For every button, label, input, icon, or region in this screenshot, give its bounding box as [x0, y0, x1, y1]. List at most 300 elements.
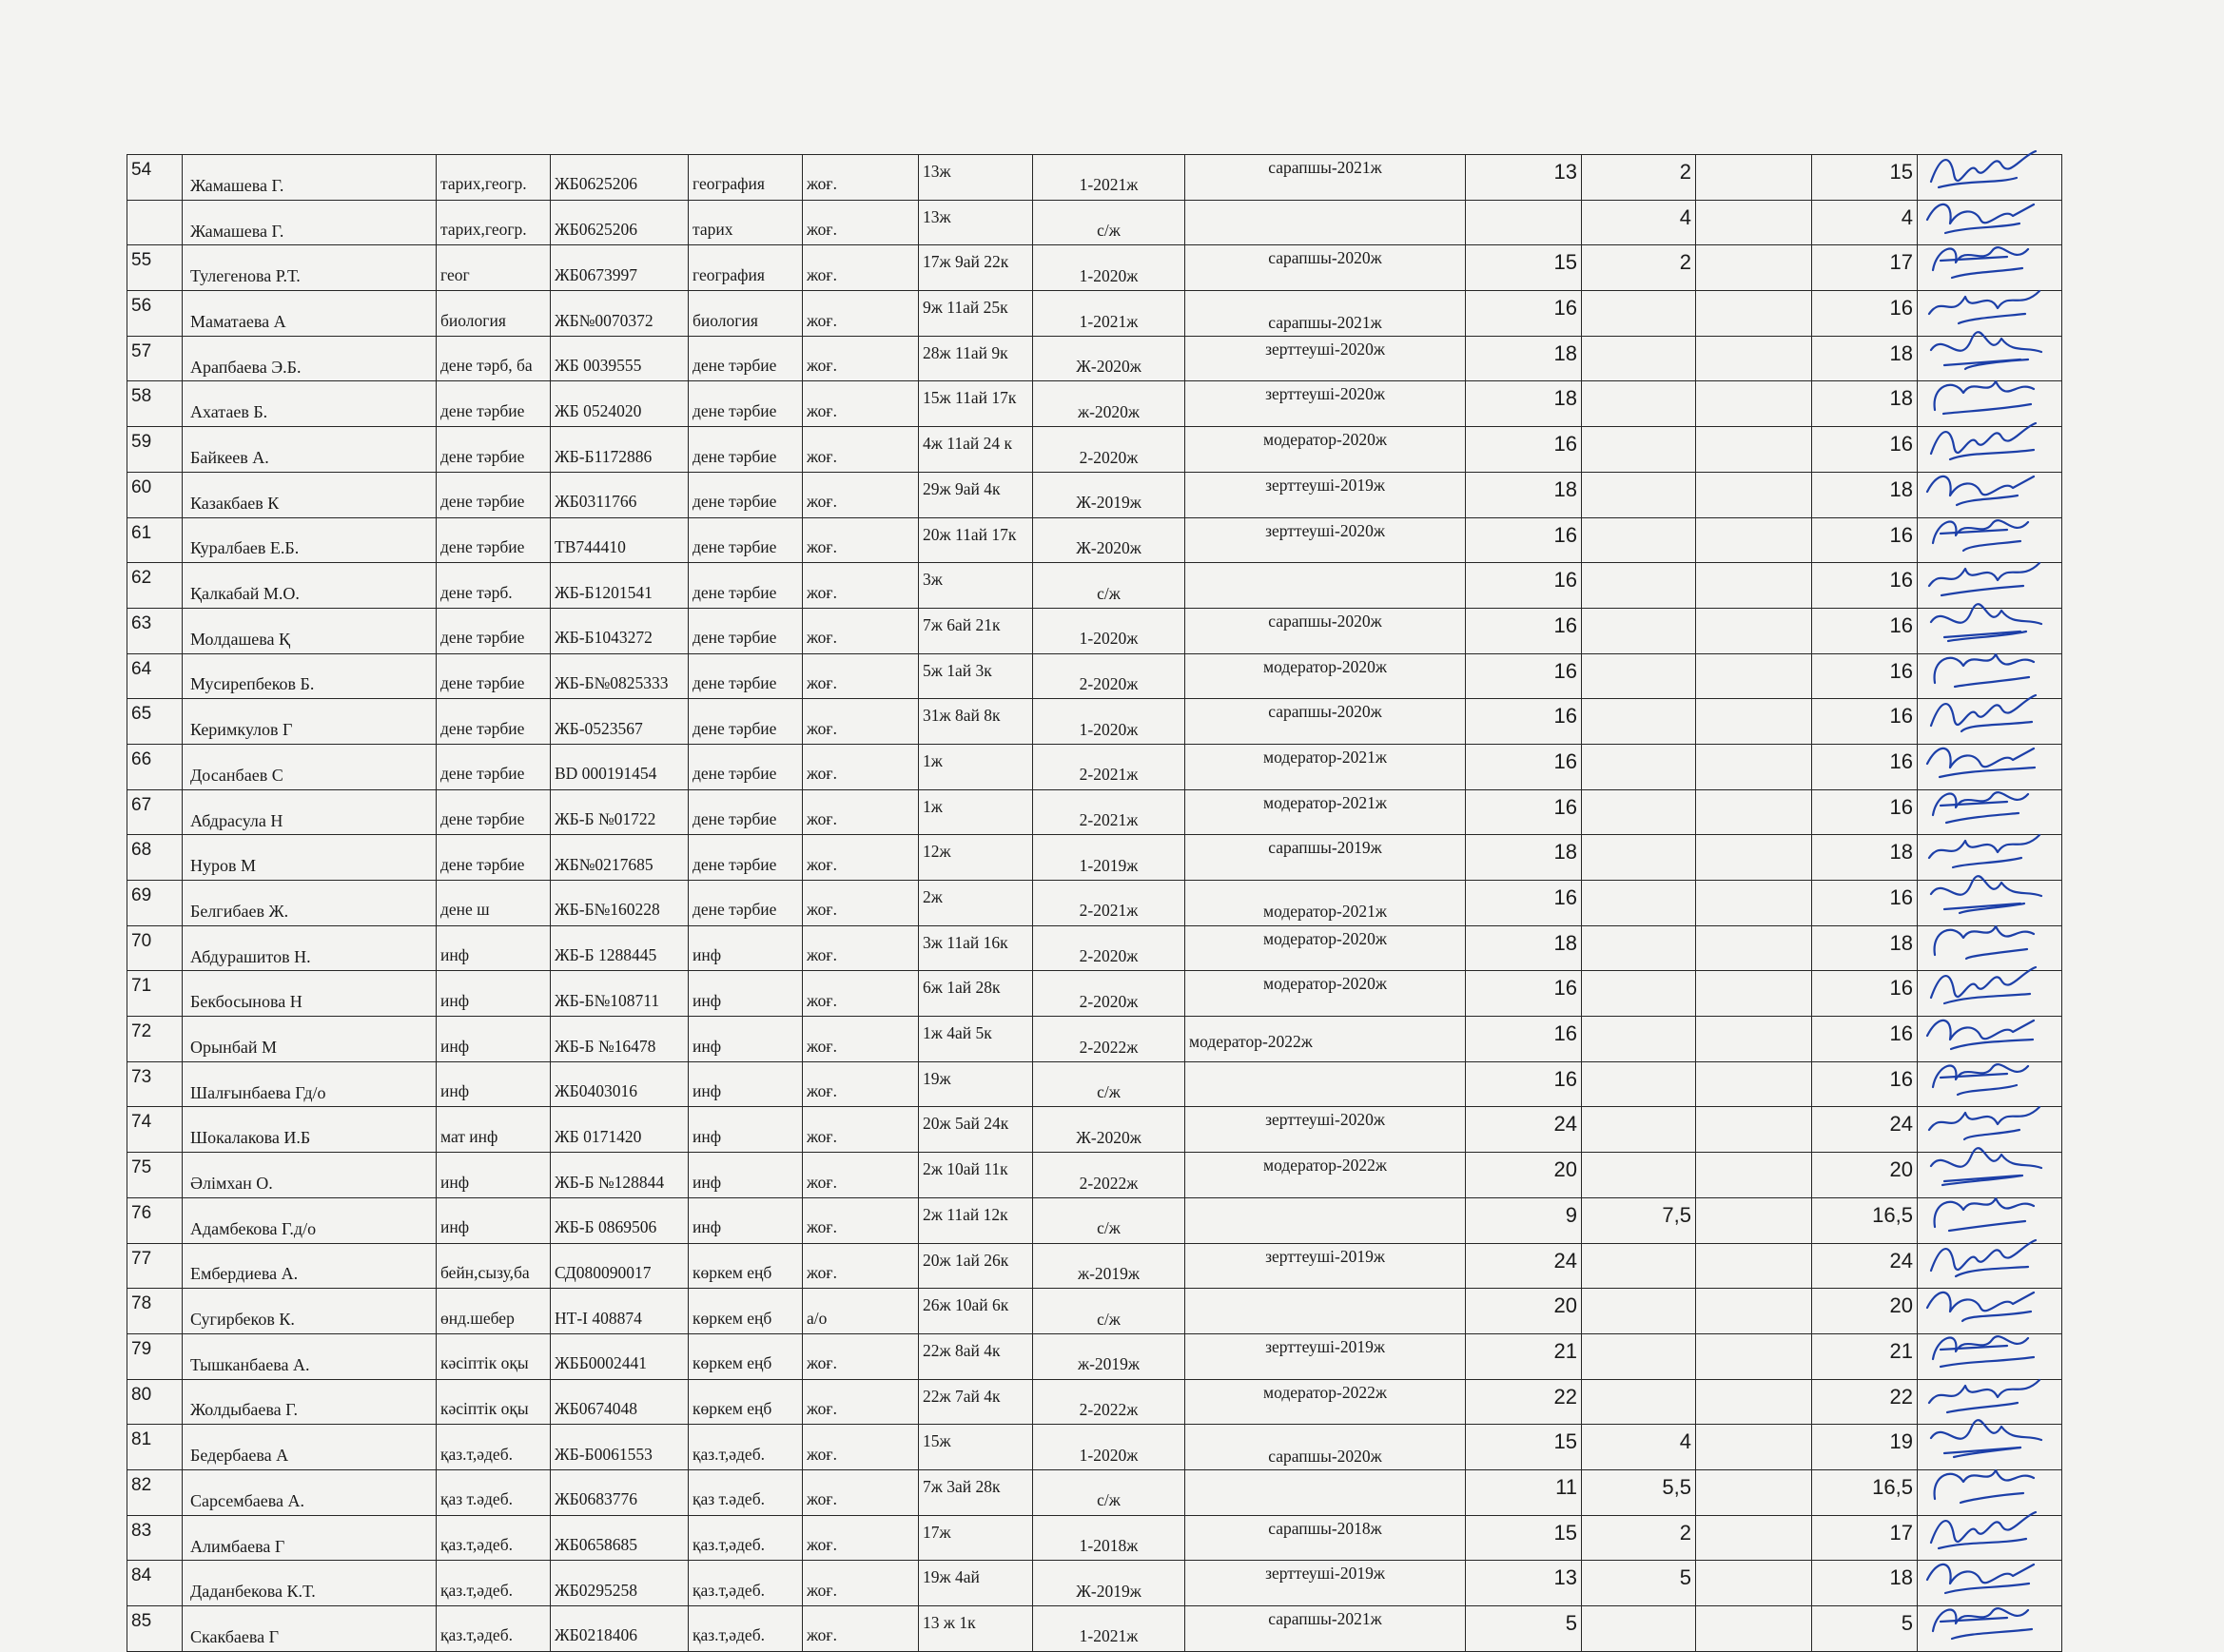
row-number: 77 — [127, 1243, 183, 1289]
category: с/ж — [1033, 1469, 1185, 1515]
education-level: жоғ. — [803, 517, 919, 563]
table-row — [127, 1107, 2062, 1153]
subject: дене тәрбие — [689, 789, 803, 835]
hours-total: 4 — [1812, 200, 1918, 245]
category: 2-2021ж — [1033, 881, 1185, 926]
signature-underline — [1944, 994, 2030, 1003]
specialty: дене тәрбие — [437, 517, 551, 563]
hours-total: 24 — [1812, 1107, 1918, 1153]
table-row — [127, 1379, 2062, 1425]
hours-total: 16 — [1812, 563, 1918, 609]
qualification: сарапшы-2018ж — [1185, 1515, 1466, 1561]
specialty: мат инф — [437, 1107, 551, 1153]
diploma-number: ЖБ0218406 — [551, 1606, 689, 1652]
category: Ж-2020ж — [1033, 336, 1185, 381]
subject: дене тәрбие — [689, 427, 803, 473]
table-body — [127, 155, 2062, 1652]
experience: 17ж 9ай 22к — [919, 245, 1033, 291]
teacher-name: Нуров М — [183, 835, 437, 881]
table-row — [127, 971, 2062, 1017]
signature-stroke — [1927, 748, 2034, 768]
signature-underline — [1943, 404, 2031, 414]
signature-stroke — [1933, 1608, 2028, 1631]
subject: инф — [689, 971, 803, 1017]
hours-total: 17 — [1812, 245, 1918, 291]
signature-stroke — [1927, 476, 2034, 496]
teacher-name: Жамашева Г. — [183, 200, 437, 245]
hours-other — [1696, 1061, 1812, 1107]
experience: 15ж 11ай 17к — [919, 381, 1033, 427]
category: Ж-2020ж — [1033, 1107, 1185, 1153]
specialty: инф — [437, 1017, 551, 1062]
hours-extra — [1582, 291, 1696, 337]
hours-main: 16 — [1466, 699, 1582, 745]
specialty: кәсіптік оқы — [437, 1379, 551, 1425]
hours-main: 16 — [1466, 744, 1582, 789]
hours-other — [1696, 1289, 1812, 1334]
hours-total: 16 — [1812, 517, 1918, 563]
hours-total: 16 — [1812, 427, 1918, 473]
hours-total: 16 — [1812, 971, 1918, 1017]
signature-underline — [1962, 1312, 2031, 1321]
specialty: қаз.т,әдеб. — [437, 1561, 551, 1606]
subject: көркем еңб — [689, 1333, 803, 1379]
category: Ж-2020ж — [1033, 517, 1185, 563]
education-level: жоғ. — [803, 472, 919, 517]
qualification: сарапшы-2021ж — [1185, 155, 1466, 201]
category: 2-2020ж — [1033, 427, 1185, 473]
hours-extra: 2 — [1582, 245, 1696, 291]
signature-underline — [1961, 1493, 2023, 1503]
teacher-name: Орынбай М — [183, 1017, 437, 1062]
hours-total: 22 — [1812, 1379, 1918, 1425]
qualification: сарапшы-2020ж — [1185, 1425, 1466, 1470]
teacher-name: Даданбекова К.Т. — [183, 1561, 437, 1606]
signature-underline — [1946, 813, 2019, 823]
hours-extra — [1582, 699, 1696, 745]
diploma-number: ТВ744410 — [551, 517, 689, 563]
teacher-name: Бедербаева А — [183, 1425, 437, 1470]
hours-extra: 7,5 — [1582, 1197, 1696, 1243]
experience: 5ж 1ай 3к — [919, 653, 1033, 699]
specialty: кәсіптік оқы — [437, 1333, 551, 1379]
diploma-number: ЖБ-Б №16478 — [551, 1017, 689, 1062]
qualification: зерттеуші-2019ж — [1185, 1333, 1466, 1379]
subject: инф — [689, 1061, 803, 1107]
qualification: зерттеуші-2020ж — [1185, 1107, 1466, 1153]
table-row — [127, 381, 2062, 427]
diploma-number: ЖБ-Б№0825333 — [551, 653, 689, 699]
hours-main: 15 — [1466, 245, 1582, 291]
education-level: жоғ. — [803, 381, 919, 427]
category: 1-2020ж — [1033, 699, 1185, 745]
diploma-number: НТ-I 408874 — [551, 1289, 689, 1334]
signature-underline — [1961, 722, 2032, 731]
hours-other — [1696, 1515, 1812, 1561]
hours-extra — [1582, 1017, 1696, 1062]
experience: 13ж — [919, 155, 1033, 201]
hours-other — [1696, 1425, 1812, 1470]
signature-stroke — [1929, 563, 2039, 586]
subject: инф — [689, 925, 803, 971]
hours-main: 16 — [1466, 608, 1582, 653]
category: 1-2020ж — [1033, 1425, 1185, 1470]
category: с/ж — [1033, 1289, 1185, 1334]
specialty: дене тәрбие — [437, 381, 551, 427]
hours-extra: 4 — [1582, 200, 1696, 245]
signature-underline — [1952, 268, 2022, 278]
hours-main: 18 — [1466, 925, 1582, 971]
diploma-number: ЖБ-Б №01722 — [551, 789, 689, 835]
specialty: биология — [437, 291, 551, 337]
diploma-number: ЖБ-Б0061553 — [551, 1425, 689, 1470]
row-number: 61 — [127, 517, 183, 563]
hours-extra — [1582, 653, 1696, 699]
signature-underline — [1966, 949, 2027, 959]
qualification: модератор-2021ж — [1185, 881, 1466, 926]
signature-cell — [1918, 1606, 2062, 1652]
hours-other — [1696, 427, 1812, 473]
diploma-number: ЖБ0673997 — [551, 245, 689, 291]
hours-main: 18 — [1466, 472, 1582, 517]
qualification: модератор-2022ж — [1185, 1379, 1466, 1425]
hours-other — [1696, 881, 1812, 926]
hours-total: 16 — [1812, 291, 1918, 337]
hours-extra: 5 — [1582, 1561, 1696, 1606]
subject: дене тәрбие — [689, 563, 803, 609]
hours-main: 20 — [1466, 1289, 1582, 1334]
hours-total: 16 — [1812, 881, 1918, 926]
subject: көркем еңб — [689, 1379, 803, 1425]
education-level: жоғ. — [803, 1153, 919, 1198]
hours-other — [1696, 1333, 1812, 1379]
experience: 2ж 11ай 12к — [919, 1197, 1033, 1243]
category: 2-2020ж — [1033, 971, 1185, 1017]
hours-total: 15 — [1812, 155, 1918, 201]
signature-underline — [1947, 1403, 2018, 1412]
row-number: 80 — [127, 1379, 183, 1425]
hours-total: 20 — [1812, 1289, 1918, 1334]
hours-main: 16 — [1466, 881, 1582, 926]
education-level: жоғ. — [803, 427, 919, 473]
qualification — [1185, 563, 1466, 609]
teacher-name: Куралбаев Е.Б. — [183, 517, 437, 563]
table-row — [127, 653, 2062, 699]
category: с/ж — [1033, 563, 1185, 609]
hours-extra — [1582, 472, 1696, 517]
qualification: зерттеуші-2020ж — [1185, 336, 1466, 381]
education-level: жоғ. — [803, 789, 919, 835]
hours-main: 16 — [1466, 789, 1582, 835]
diploma-number: ЖБ-Б1201541 — [551, 563, 689, 609]
table-row — [127, 1061, 2062, 1107]
hours-other — [1696, 1469, 1812, 1515]
qualification: сарапшы-2020ж — [1185, 608, 1466, 653]
hours-extra — [1582, 336, 1696, 381]
specialty: дене ш — [437, 881, 551, 926]
diploma-number: ЖБ-Б№108711 — [551, 971, 689, 1017]
category: 1-2018ж — [1033, 1515, 1185, 1561]
teacher-name: Арапбаева Э.Б. — [183, 336, 437, 381]
category: ж-2019ж — [1033, 1333, 1185, 1379]
signature-stroke — [1931, 1512, 2036, 1543]
category: 1-2019ж — [1033, 835, 1185, 881]
subject: инф — [689, 1153, 803, 1198]
subject: дене тәрбие — [689, 472, 803, 517]
education-level: жоғ. — [803, 336, 919, 381]
signature-underline — [1951, 1040, 2033, 1049]
hours-main: 16 — [1466, 427, 1582, 473]
diploma-number: ЖББ0002441 — [551, 1333, 689, 1379]
education-level: жоғ. — [803, 1333, 919, 1379]
subject: қаз.т,әдеб. — [689, 1606, 803, 1652]
diploma-number: ЖБ-Б 1288445 — [551, 925, 689, 971]
subject: биология — [689, 291, 803, 337]
education-level: жоғ. — [803, 971, 919, 1017]
row-number: 66 — [127, 744, 183, 789]
subject: дене тәрбие — [689, 744, 803, 789]
teacher-name: Абдрасула Н — [183, 789, 437, 835]
experience: 29ж 9ай 4к — [919, 472, 1033, 517]
diploma-number: ЖБ-Б 0869506 — [551, 1197, 689, 1243]
table-row — [127, 1289, 2062, 1334]
signature-stroke — [1935, 1470, 2034, 1499]
table-row — [127, 1425, 2062, 1470]
signature-underline — [1963, 541, 2020, 551]
signature-underline — [1950, 450, 2034, 459]
hours-extra: 4 — [1582, 1425, 1696, 1470]
signature-stroke — [1927, 1292, 2034, 1312]
hours-extra — [1582, 1107, 1696, 1153]
table-row — [127, 200, 2062, 245]
category: с/ж — [1033, 1061, 1185, 1107]
experience: 3ж — [919, 563, 1033, 609]
teacher-name: Молдашева Қ — [183, 608, 437, 653]
hours-other — [1696, 835, 1812, 881]
qualification — [1185, 1289, 1466, 1334]
teacher-name: Тышканбаева А. — [183, 1333, 437, 1379]
experience: 22ж 8ай 4к — [919, 1333, 1033, 1379]
hours-other — [1696, 245, 1812, 291]
row-number: 81 — [127, 1425, 183, 1470]
signature-underline — [1957, 496, 2018, 505]
row-number: 72 — [127, 1017, 183, 1062]
diploma-number: ЖБ-0523567 — [551, 699, 689, 745]
hours-main: 24 — [1466, 1243, 1582, 1289]
row-number: 67 — [127, 789, 183, 835]
experience: 15ж — [919, 1425, 1033, 1470]
qualification: зерттеуші-2019ж — [1185, 472, 1466, 517]
signature-stroke — [1931, 695, 2036, 726]
hours-main: 9 — [1466, 1197, 1582, 1243]
table-row — [127, 155, 2062, 201]
experience: 13ж — [919, 200, 1033, 245]
signature-underline — [1953, 858, 2021, 867]
row-number: 68 — [127, 835, 183, 881]
hours-total: 18 — [1812, 925, 1918, 971]
row-number: 58 — [127, 381, 183, 427]
teacher-name: Керимкулов Г — [183, 699, 437, 745]
subject: инф — [689, 1017, 803, 1062]
hours-total: 16 — [1812, 1061, 1918, 1107]
signature-underline — [1952, 1629, 2032, 1639]
signature-stroke — [1931, 423, 2036, 454]
subject: инф — [689, 1107, 803, 1153]
subject: дене тәрбие — [689, 653, 803, 699]
diploma-number: ЖБ№0217685 — [551, 835, 689, 881]
hours-main: 16 — [1466, 1017, 1582, 1062]
row-number: 64 — [127, 653, 183, 699]
category: 1-2021ж — [1033, 155, 1185, 201]
subject: дене тәрбие — [689, 608, 803, 653]
hours-other — [1696, 789, 1812, 835]
education-level: жоғ. — [803, 563, 919, 609]
table-row — [127, 789, 2062, 835]
hours-other — [1696, 336, 1812, 381]
category: ж-2020ж — [1033, 381, 1185, 427]
row-number: 79 — [127, 1333, 183, 1379]
hours-extra — [1582, 608, 1696, 653]
specialty: қаз т.әдеб. — [437, 1469, 551, 1515]
hours-main: 22 — [1466, 1379, 1582, 1425]
education-level: жоғ. — [803, 245, 919, 291]
hours-main: 18 — [1466, 835, 1582, 881]
hours-extra — [1582, 427, 1696, 473]
table-row — [127, 1469, 2062, 1515]
signature-underline — [1945, 224, 2019, 233]
experience: 2ж — [919, 881, 1033, 926]
diploma-number: ЖБ0658685 — [551, 1515, 689, 1561]
hours-other — [1696, 1197, 1812, 1243]
experience: 13 ж 1к — [919, 1606, 1033, 1652]
subject: көркем еңб — [689, 1243, 803, 1289]
specialty: тарих,геогр. — [437, 155, 551, 201]
diploma-number: ЖБ0403016 — [551, 1061, 689, 1107]
hours-other — [1696, 155, 1812, 201]
hours-main: 15 — [1466, 1425, 1582, 1470]
hours-main: 24 — [1466, 1107, 1582, 1153]
diploma-number: СД080090017 — [551, 1243, 689, 1289]
subject: дене тәрбие — [689, 517, 803, 563]
hours-other — [1696, 699, 1812, 745]
experience: 22ж 7ай 4к — [919, 1379, 1033, 1425]
row-number: 85 — [127, 1606, 183, 1652]
specialty: дене тәрб. — [437, 563, 551, 609]
hours-extra — [1582, 517, 1696, 563]
row-number: 74 — [127, 1107, 183, 1153]
qualification — [1185, 1061, 1466, 1107]
hours-extra — [1582, 563, 1696, 609]
table-row — [127, 608, 2062, 653]
teacher-name: Әлімхан О. — [183, 1153, 437, 1198]
hours-other — [1696, 1606, 1812, 1652]
hours-total: 5 — [1812, 1606, 1918, 1652]
row-number: 82 — [127, 1469, 183, 1515]
hours-other — [1696, 563, 1812, 609]
hours-extra: 5,5 — [1582, 1469, 1696, 1515]
hours-total: 18 — [1812, 1561, 1918, 1606]
hours-extra — [1582, 381, 1696, 427]
category: 1-2021ж — [1033, 1606, 1185, 1652]
teacher-name: Тулегенова Р.Т. — [183, 245, 437, 291]
hours-other — [1696, 1153, 1812, 1198]
qualification: модератор-2021ж — [1185, 744, 1466, 789]
education-level: жоғ. — [803, 881, 919, 926]
subject: география — [689, 155, 803, 201]
teacher-name: Жолдыбаева Г. — [183, 1379, 437, 1425]
hours-total: 16 — [1812, 789, 1918, 835]
category: 2-2022ж — [1033, 1017, 1185, 1062]
experience: 20ж 1ай 26к — [919, 1243, 1033, 1289]
table-row — [127, 1606, 2062, 1652]
specialty: дене тәрбие — [437, 835, 551, 881]
hours-extra — [1582, 1379, 1696, 1425]
education-level: жоғ. — [803, 608, 919, 653]
teacher-name: Казакбаев К — [183, 472, 437, 517]
table-row — [127, 563, 2062, 609]
teacher-name: Маматаева А — [183, 291, 437, 337]
table-row — [127, 744, 2062, 789]
category: 1-2020ж — [1033, 245, 1185, 291]
signature-underline — [1958, 1085, 2017, 1095]
hours-other — [1696, 381, 1812, 427]
education-level: жоғ. — [803, 1107, 919, 1153]
category: 2-2020ж — [1033, 653, 1185, 699]
table-row — [127, 1017, 2062, 1062]
teacher-name: Шалғынбаева Гд/о — [183, 1061, 437, 1107]
category: Ж-2019ж — [1033, 1561, 1185, 1606]
diploma-number: ЖБ0311766 — [551, 472, 689, 517]
qualification: модератор-2022ж — [1185, 1017, 1466, 1062]
diploma-number: ЖБ№0070372 — [551, 291, 689, 337]
subject: көркем еңб — [689, 1289, 803, 1334]
specialty: инф — [437, 1197, 551, 1243]
hours-total: 16,5 — [1812, 1469, 1918, 1515]
handwritten-signature — [1922, 1597, 2045, 1650]
category: с/ж — [1033, 1197, 1185, 1243]
hours-other — [1696, 971, 1812, 1017]
education-level: жоғ. — [803, 1515, 919, 1561]
hours-extra — [1582, 881, 1696, 926]
signature-stroke — [1927, 1565, 2034, 1584]
hours-main: 13 — [1466, 1561, 1582, 1606]
row-number: 73 — [127, 1061, 183, 1107]
row-number: 60 — [127, 472, 183, 517]
experience: 9ж 11ай 25к — [919, 291, 1033, 337]
hours-total: 16 — [1812, 653, 1918, 699]
signature-underline — [1955, 677, 2029, 687]
hours-other — [1696, 472, 1812, 517]
experience: 3ж 11ай 16к — [919, 925, 1033, 971]
qualification: модератор-2020ж — [1185, 653, 1466, 699]
qualification: зерттеуші-2020ж — [1185, 517, 1466, 563]
signature-stroke — [1933, 520, 2028, 543]
diploma-number: BD 000191454 — [551, 744, 689, 789]
hours-total: 20 — [1812, 1153, 1918, 1198]
hours-other — [1696, 1379, 1812, 1425]
qualification: сарапшы-2020ж — [1185, 699, 1466, 745]
hours-extra — [1582, 1153, 1696, 1198]
row-number: 56 — [127, 291, 183, 337]
row-number: 84 — [127, 1561, 183, 1606]
signature-stroke — [1929, 1380, 2039, 1403]
row-number: 54 — [127, 155, 183, 201]
education-level: жоғ. — [803, 835, 919, 881]
table-row — [127, 427, 2062, 473]
signature-underline — [1959, 314, 2025, 323]
experience: 26ж 10ай 6к — [919, 1289, 1033, 1334]
teacher-name: Жамашева Г. — [183, 155, 437, 201]
